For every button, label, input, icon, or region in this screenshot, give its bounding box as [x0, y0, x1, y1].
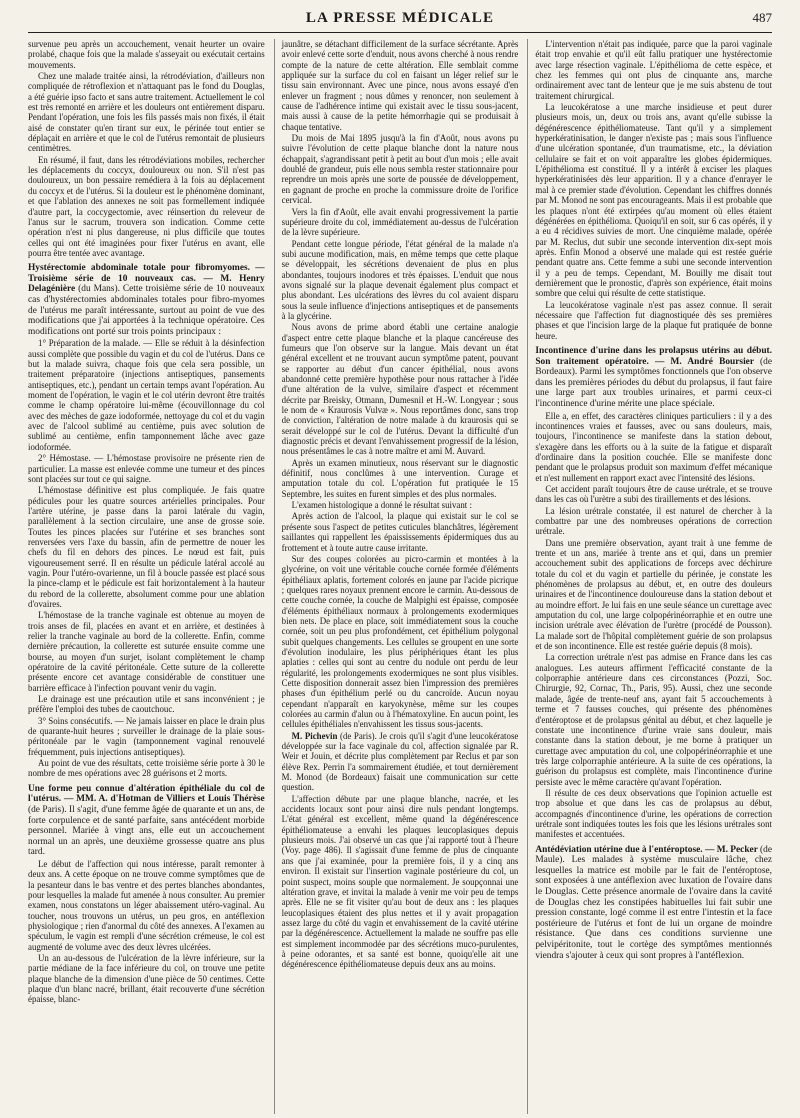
section-title: Incontinence d'urine dans les prolapsus utérins au début. Son traitement opératoire. [535, 345, 772, 367]
paragraph: 3° Soins consécutifs. — Ne jamais laisser en place le drain plus de quarante-huit heures ; surveiller le drainage de la plaie sous-péritonéale par le vagin (tamponnement vaginal renouvelé fréquemment, puis injections antiseptiques). [28, 715, 265, 757]
section-author: — M. André Boursier [655, 356, 754, 367]
paragraph: Cet accident paraît toujours être de cause urétrale, et se trouve dans les cas où l'urètre a subi des tiraillements et des lésions. [535, 483, 772, 505]
section-intro: (du Mans). Cette troisième série de 10 nouveaux cas d'hystérectomies abdominales totales pour fibro-myomes de l'utérus me paraît intéressante, surtout au point de vue des modifications que j'ai apportées à la technique opératoire. Ces modifications ont porté sur trois points principaux : [28, 284, 265, 337]
paragraph: Après action de l'alcool, la plaque qui existait sur le col se présente sous l'aspect de petites cuticules blanchâtres, légèrement saillantes qui rappellent les épaississements épidermiques dus au frottement et à toute autre cause irritante. [281, 511, 519, 553]
paragraph: Elle a, en effet, des caractères cliniques particuliers : il y a des incontinences vraies et fausses, avec ou sans douleurs, mais, toujours, l'incontinence se manifeste dans la station debout, s'exagère dans les efforts ou à la suite de la fatigue et disparaît d'ordinaire dans la position couchée. Elle se manifeste donc pendant que le prolapsus produit son maximum d'effet mécanique et n'est nullement en rapport exact avec l'intensité des lésions. [535, 410, 772, 483]
page-number: 487 [752, 10, 772, 25]
paragraph: 2° Hémostase. — L'hémostase provisoire ne présente rien de particulier. La masse est enlevée comme une tumeur et des pinces sont placées sur tout ce qui saigne. [28, 453, 265, 484]
paragraph: La correction urétrale n'est pas admise en France dans les cas analogues. Les auteurs affirment l'efficacité constante de la colporraphie antérieure dans ces circonstances (Pozzi, Soc. Chirurgie, 92, Cornac, Th., Paris, 95). Aussi, chez une seconde malade, âgée de trente-neuf ans, ayant fait 5 accouchements à terme et 7 fausses couches, qui présente des phénomènes d'entéroptose et de prolapsus génital au début, et chez laquelle je constate une incontinence d'urine vraie sans douleur, mais constante dans la station debout, je me borne à pratiquer un curettage avec amputation du col, une colpopérinéorraphie et une très large colporraphie antérieure. A la suite de ces opérations, la guérison du prolapsus est complète, mais l'incontinence d'urine persiste avec le même caractère qu'avant l'opération. [535, 652, 772, 787]
paragraph: Après un examen minutieux, nous réservant sur le diagnostic définitif, nous conclûmes à une intervention. Curage et amputation totale du col. L'opération fut pratiquée le 15 Septembre, les suites en furent simples et des plus normales. [281, 457, 519, 499]
column-2 [274, 39, 519, 1114]
page-header [28, 4, 772, 33]
section-author: — M. Pecker [705, 844, 758, 855]
paragraph: Le drainage est une précaution utile et sans inconvénient ; je préfère l'emploi des tubes de caoutchouc. [28, 694, 265, 715]
paragraph: Le début de l'affection qui nous intéresse, paraît remonter à deux ans. A cette époque on ne trouve comme symptômes que de la pesanteur dans le bas ventre et des pertes blanches abondantes, pour lesquelles la malade fut amenée à nous consulter. Au premier examen, nous constatons un léger abaissement utéro-vaginal. Au toucher, nous trouvons un utérus, un peu gros, en antéflexion physiologique ; rien d'anormal du côté des annexes. A l'examen au spéculum, le vagin est rempli d'une sécrétion crémeuse, le col est augmenté de volume avec des deux lèvres ulcérées. [28, 858, 265, 952]
paragraph [282, 731, 519, 793]
text-columns [28, 39, 772, 1114]
paragraph: L'intervention n'était pas indiquée, parce que la paroi vaginale était trop envahie et qu'il eût fallu pratiquer une hystérectomie avec large résection vaginale. L'épithélioma de cette espèce, et chez les femmes qui ont plus de cinquante ans, marche ordinairement avec tant de lenteur que je me suis abstenu de tout traitement chirurgical. [535, 39, 772, 101]
section-title: Une forme peu connue d'altération épithéliale du col de l'utérus. [28, 783, 265, 805]
paragraph: Nous avons de prime abord établi une certaine analogie d'aspect entre cette plaque blanche et la plaque cancéreuse des fumeurs que l'on observe sur la langue. Mais devant un état général excellent et ne trouvant aucun symptôme patent, pouvant se rapporter au début d'un cancer épithélial, nous avons abandonné cette première hypothèse pour nous rattacher à l'idée d'une altération de la vulve, similaire d'aspect et récemment décrite par Breisky, Otmann, Dumesnil et H.-W. Longyear ; sous le nom de « Kraurosis Vulvæ ». Nous reportâmes donc, sans trop de conviction, l'altération de notre malade à du kraurosis qui se serait développé sur le col de l'utérus. Devant la difficulté d'un diagnostic précis et devant l'envahissement progressif de la lésion, nous présentâmes le cas à notre maître et ami M. Auvard. [281, 322, 519, 457]
paragraph: L'hémostase définitive est plus compliquée. Je fais quatre pédicules pour les quatre sources artérielles principales. Pour l'artère utérine, je passe dans la paroi latérale du vagin, parallèlement à la section circulaire, une anse de grosse soie. Toutes les pinces placées sur l'utérine et ses branches sont renversées vers l'axe du bassin, afin de permettre de nouer les chefs du fil en dehors des pinces. Le nœud est fait, puis vigoureusement serré. Il en résulte un pédicule latéral accolé au vagin. Pour l'utéro-ovarienne, un fil à boucle passée est placé sous la pince-clamp et le pédicule est fait horizontalement à la hauteur du rebord de la collerette, absolument comme pour une ablation d'ovaires. [28, 485, 265, 609]
section-title: Antédéviation utérine due à l'entéroptose. [535, 844, 703, 855]
section-author: — MM. A. d'Hotman de Villiers et Louis Thérèse [63, 794, 265, 805]
column-3 [527, 39, 772, 1114]
paragraph: Un an au-dessous de l'ulcération de la lèvre inférieure, sur la partie médiane de la face inférieure du col, on trouve une petite plaque blanche de la dimension d'une pièce de 50 centimes. Cette plaque d'un blanc nacré, brillant, était recouverte d'une sécrétion épaisse, blanc- [28, 953, 265, 1005]
paragraph: La leucokératose a une marche insidieuse et peut durer plusieurs mois, un, deux ou trois ans, avant qu'elle subisse la dégénérescence épithéliomateuse. Tant qu'il y a simplement hyperkératinisation, le danger n'existe pas ; mais sous l'influence d'une ulcération spontanée, d'un traumatisme, etc., la déviation cellulaire se fait et on voit apparaître les globes épidermiques. L'épithélioma est constitué. Il y a intérêt à exciser les plaques hyperkératinisées dès leur apparition. Il y a chance d'enrayer le mal à ce premier stade d'évolution. Cependant les chiffres donnés par M. Monod ne sont pas encourageants. Mais il est probable que les plaques n'ont été extirpées qu'au moment où elles étaient dégénérées en épithélioma. Quoiqu'il en soit, sur 6 cas opérés, il y a eu 4 récidives suivies de mort. Une cinquième malade, opérée par M. Reclus, dut subir une seconde intervention dix-sept mois après. Enfin Monod a observé une malade qui est restée guérie pendant quatre ans. Cette femme a subi une seconde intervention il y a peu de temps. Cependant, M. Bouilly me disait tout dernièrement que le pronostic, d'après son expérience, était moins sombre que celui qui résulte de cette statistique. [535, 102, 772, 299]
paragraph: Vers la fin d'Août, elle avait envahi progressivement la partie supérieure droite du col, immédiatement au-dessus de l'ulcération de la lèvre supérieure. [281, 206, 519, 238]
paragraph: Il résulte de ces deux observations que l'opinion actuelle est trop absolue et que dans les cas de prolapsus au début, accompagnés d'incontinence d'urine, les opérations de correction urétrale sont indiquées toutes les fois que les lésions urétrales sont manifestes et accentuées. [535, 787, 772, 840]
section-intro: (de Paris). Il s'agit, d'une femme âgée de quarante et un ans, de forte corpulence et de santé parfaite, sans antécédent morbide personnel. Mariée à vingt ans, elle eut un accouchement normal un an après, une deuxième grossesse quatre ans plus tard. [28, 805, 265, 858]
paragraph: La leucokératose vaginale n'est pas assez connue. Il serait nécessaire que l'affection fut diagnostiquée dès ses premières phases et que l'incision large de la plaque fut pratiquée de bonne heure. [535, 299, 772, 341]
paragraph: jaunâtre, se détachant difficilement de la surface sécrétante. Après avoir enlevé cette sorte d'enduit, nous avons cherché à nous rendre compte de la nature de cette altération. Elle semblait comme appliquée sur la surface du col en faisant un léger relief sur le tissu sain environnant. Avec une pince, nous avons essayé d'en enlever un fragment ; nous dûmes y renoncer, non seulement à cause de l'adhérence intime qui existait avec le tissu sous-jacent, mais aussi à cause de la petite hémorrhagie qui se produisait à chaque tentative. [281, 39, 519, 132]
paragraph: En résumé, il faut, dans les rétrodéviations mobiles, rechercher les déplacements du coccyx, douloureux ou non. S'il n'est pas douloureux, un bon pessaire remédiera à la fois au déplacement du coccyx et de l'utérus. Si la douleur est le phénomène dominant, et que l'ablation des annexes ne soit pas formellement indiquée d'autre part, la coccygectomie, avec réinsertion du releveur de l'anus sur le sacrum, trouvera son indication. Comme cette opération n'est ni plus dangereuse, ni plus difficile que toutes celles qui ont été imaginées pour fixer l'utérus en avant, elle pourra être tentée avec avantage. [28, 154, 265, 258]
paragraph: L'affection débute par une plaque blanche, nacrée, et les accidents locaux sont pour ainsi dire nuls pendant longtemps. L'état général est excellent, même quand la dégénérescence épithéliomateuse a envahi les plaques leucoplasiques depuis plusieurs mois. J'ai observé un cas que j'ai rapporté tout à l'heure (Voy. page 486). Il s'agissait d'une femme de plus de cinquante ans que j'ai examinée, pour la première fois, il y a cinq ans environ. Il existait sur l'insertion vaginale postérieure du col, un point suspect, moins souple que normalement. Je soupçonnai une altération grave, et invitai la malade à venir me voir peu de temps après. Elle ne se fit visiter qu'au bout de deux ans : les plaques leucoplasiques étaient des plus nettes et il y avait propagation assez large du côté du vagin et envahissement de la cavité utérine par la dégénérescence. Actuellement la malade ne souffre pas elle est simplement incommodée par des sécrétions muco-purulentes, à peine odorantes, et sa santé est bonne, quoiqu'elle ait une dégénérescence épithéliomateuse depuis deux ans au moins. [281, 793, 519, 970]
paragraph: Dans une première observation, ayant trait à une femme de trente et un ans, mariée à trente ans et qui, dans un premier accouchement subit des applications de forceps avec déchirure totale du col et du vagin et partielle du périnée, je constate les phénomènes de prolapsus au début, et, en outre des douleurs urinaires et de l'incontinence douloureuse dans la station debout et au moindre effort. Je lui fais en une seule séance un curettage avec amputation du col, une large colpopérinéorraphie et en outre une incision urétrale avec élévation de l'urètre (procédé de Pousson). La malade sort de l'hôpital complètement guérie de son prolapsus et de son incontinence. Elle est restée guérie depuis (8 mois). [535, 537, 772, 652]
journal-title: LA PRESSE MÉDICALE [305, 9, 495, 26]
paragraph: Pendant cette longue période, l'état général de la malade n'a subi aucune modification, mais, en même temps que cette plaque se développait, les sécrétions devenaient de plus en plus abondantes, toujours inodores et très épaisses. L'enduit que nous avons signalé sur la plaque devenait également plus compact et plus abondant. Les ulcérations des lèvres du col avaient disparu sous la seule influence d'injections antiseptiques et de pansements à la glycérine. [281, 238, 519, 321]
paragraph: Chez une malade traitée ainsi, la rétrodéviation, d'ailleurs non compliquée de rétroflexion et n'attaquant pas le fond du Douglas, a été guérie ipso facto et sans autre traitement. Actuellement le col est très remonté en arrière et les douleurs ont entièrement disparu. Pendant l'opération, une fois les fils passés mais non fixés, il était aisé de constater qu'en tirant sur eux, le périnée tout entier se déplaçait en arrière et que le col de l'utérus remontait de plusieurs centimètres. [28, 71, 265, 154]
section-heading [28, 263, 265, 337]
section-heading [535, 346, 772, 410]
column-1 [28, 39, 265, 1114]
speaker-name: M. Pichevin [291, 730, 338, 741]
speaker-text: (de Paris). Je crois qu'il s'agit d'une leucokératose développée sur la face vaginale du col, affection signalée par R. Weir et Jouin, et décrite plus complètement par Reclus et par son élève Rex. Perrin l'a sommairement étudiée, et tout dernièrement M. Monod (de Bordeaux) faisait une communication sur cette question. [281, 730, 519, 793]
section-author: — M. Henry Delagénière [28, 273, 265, 295]
section-intro: (de Bordeaux). Parmi les symptômes fonctionnels que l'on observe dans les premières périodes du début du prolapsus, il faut faire une large part aux troubles urinaires, et parmi ceux-ci l'incontinence d'urine mérite une place spéciale. [535, 356, 772, 409]
paragraph: 1° Préparation de la malade. — Elle se réduit à la désinfection aussi complète que possible du vagin et du col de l'utérus. Dans ce but la malade suivra, chaque fois que cela sera possible, un traitement préparatoire (injections antiseptiques, pansements antiseptiques, etc.), pendant un certain temps avant l'opération. Au moment de l'opération, le vagin et le col utérin devront être traités comme le champ opératoire lui-même (écouvillonnage du col avec des mèches de gaze iodoformée, nettoyage du col et du vagin avec de l'alcool sublimé au centième, puis avec solution de sublimé au centième, enfin tamponnement lâche avec gaze iodoformée. [28, 338, 265, 452]
paragraph: survenue peu après un accouchement, venait heurter un ovaire prolabé, chaque fois que la malade s'asseyait ou exécutait certains mouvements. [28, 39, 265, 70]
paragraph: L'examen histologique a donné le résultat suivant : [291, 500, 472, 511]
section-heading [28, 784, 265, 858]
paragraph: Au point de vue des résultats, cette troisième série porte à 30 le nombre de mes opérations avec 28 guérisons et 2 morts. [28, 758, 265, 779]
section-intro: (de Maule). Les malades à système musculaire lâche, chez lesquelles la matrice est mobile par le fait de l'entéroptose, sont exposées à une antéflexion avec luxation de l'ovaire dans le Douglas. Cette présence anormale de l'ovaire dans la cavité de Douglas chez les constipées habituelles lui fait subir une pression constante, logé comme il est entre l'intestin et la face postérieure de l'utérus et font de lui un organe de moindre résistance. Que dans ces conditions survienne une pelvipéritonite, tout le cortège des symptômes mentionnés viendra s'ajouter à ceux qui sont propres à l'antéflexion. [535, 844, 772, 961]
paragraph: La lésion urétrale constatée, il est naturel de chercher à la combattre par une des nombreuses opérations de correction urétrale. [535, 505, 772, 537]
section-title: Hystérectomie abdominale totale pour fibromyomes. — Troisième série de 10 nouveaux cas. [28, 263, 265, 284]
paragraph: Du mois de Mai 1895 jusqu'à la fin d'Août, nous avons pu suivre l'évolution de cette plaque blanche dont la nature nous échappait, s'agrandissant petit à petit au bout d'un mois ; elle avait doublé de grandeur, puis elle nous sembla rester stationnaire pour reprendre un mois après une sorte de poussée de développement, en gagnant de proche en proche la commissure droite de l'orifice cervical. [281, 133, 519, 206]
section-heading [535, 845, 772, 962]
paragraph: L'hémostase de la tranche vaginale est obtenue au moyen de trois anses de fil, placées en avant et en arrière, et destinées à relier la tranche vaginale au bord de la collerette. Enfin, comme dernière précaution, la collerette est suturée ensuite comme une bourse, au moyen d'un surjet, isolant complètement le champ opératoire de la cavité péritonéale. Cette suture de la collerette présente encore cet avantage considérable de constituer une barrière efficace à l'infection pouvant venir du vagin. [28, 610, 265, 693]
paragraph: Sur des coupes colorées au picro-carmin et montées à la glycérine, on voit une véritable couche cornée formée d'éléments épithéliaux aplatis, fortement colorés en jaune par l'acide picrique ; quelques rares noyaux prennent encore le carmin. Au-dessous de cette couche cornée, la couche de Malpighi est épaisse, composée d'éléments épithéliaux normaux à prolongements exodermiques bien nets. De place en place, soit immédiatement sous la couche cornée, soit un peu plus profondément, cet épithélium polygonal subit quelques changements. Les cellules se groupent en une sorte d'évolution inodulaire, les plus périphériques étant les plus aplaties : celles qui sont au centre du nodule ont perdu de leur régularité, les prolongements exodermiques ne sont plus visibles. Cette disposition donnerait assez bien l'impression des premières phases d'un épithélium perlé ou du cancroïde. Aucun noyau cependant n'apparaît en karyokynèse, même sur les coupes colorées au carmin d'alun ou à l'hématoxyline. En aucun point, les cellules épithéliales n'envahissent les tissus sous-jacents. [281, 553, 519, 730]
